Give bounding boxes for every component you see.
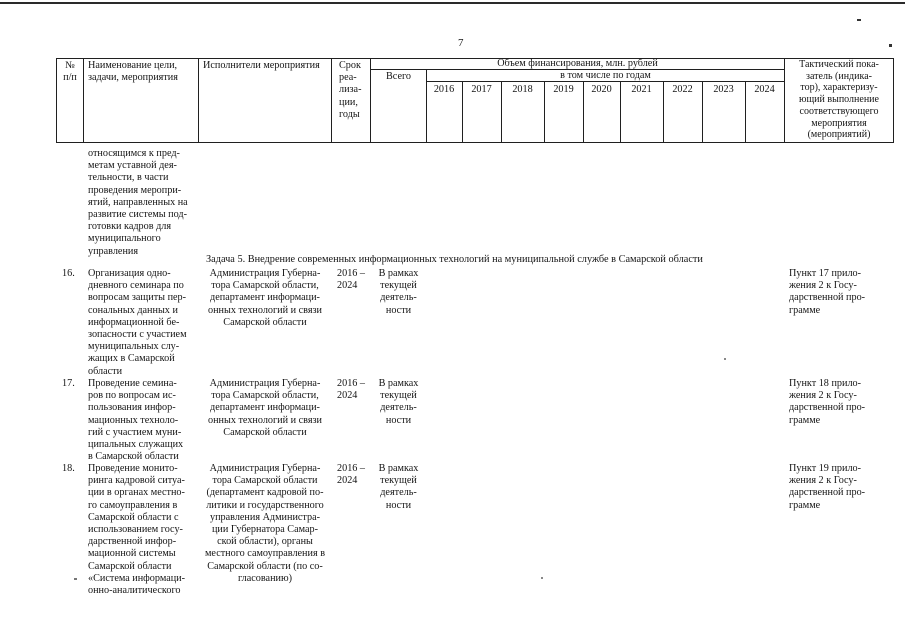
header-indicator: Тактический пока- затель (индика- тор), характеризу- ющий выполнение соответствующего мероприятия (мероприятий) xyxy=(799,59,879,141)
page-number: 7 xyxy=(458,37,464,49)
row-term: 2016 – 2024 xyxy=(337,378,366,402)
row-total: В рамках текущей деятель- ности xyxy=(378,378,419,426)
header-col-border xyxy=(83,58,84,143)
header-year-2023: 2023 xyxy=(713,84,734,95)
row-executors: Администрация Губерна- тора Самарской области (департамент кадровой по- литики и государственного управления Администра- ции Губернатора Самар- ской области), органы местного самоуправления в Самарской области (по со- гласованию) xyxy=(204,463,326,584)
header-col-border xyxy=(331,58,332,143)
scan-speck xyxy=(724,358,726,360)
row-name: Проведение семина- ров по вопросам ис- пользования инфор- мационных техноло- гий с участием муни- ципальных служащих в Самарской области xyxy=(88,378,184,463)
header-by-years: в том числе по годам xyxy=(560,70,651,81)
header-year-2018: 2018 xyxy=(512,84,533,95)
header-col-border xyxy=(198,58,199,143)
header-num: № п/п xyxy=(63,60,77,84)
header-year-2017: 2017 xyxy=(471,84,492,95)
row-name: Организация одно- дневного семинара по вопросам защиты пер- сональных данных и информационной бе- зопасности с участием муниципальных слу- жащих в Самарской области xyxy=(88,268,187,377)
header-executors: Исполнители мероприятия xyxy=(203,60,320,71)
row-number: 18. xyxy=(62,463,75,474)
header-year-2024: 2024 xyxy=(754,84,775,95)
scan-speck xyxy=(74,578,77,580)
row-total: В рамках текущей деятель- ности xyxy=(378,463,419,511)
header-year-2022: 2022 xyxy=(672,84,693,95)
task-heading: Задача 5. Внедрение современных информационных технологий на муниципальной службе в Самарской области xyxy=(206,254,703,265)
scan-speck xyxy=(857,19,861,21)
row-executors: Администрация Губерна- тора Самарской области, департамент информаци- онных технологий и связи Самарской области xyxy=(208,268,322,328)
header-bottom-border xyxy=(56,142,894,143)
header-year-2021: 2021 xyxy=(631,84,652,95)
header-term: Срок реа- лиза- ции, годы xyxy=(339,60,362,120)
scan-speck xyxy=(541,577,543,579)
header-total: Всего xyxy=(386,71,411,82)
header-col-border xyxy=(893,58,894,143)
row-total: В рамках текущей деятель- ности xyxy=(378,268,419,316)
continuation-text: относящимся к пред- метам уставной дея- тельности, в части проведения меропри- ятий, направленных на развитие системы под- готовки кадров для муниципального управления xyxy=(88,148,188,257)
row-number: 17. xyxy=(62,378,75,389)
header-year-2019: 2019 xyxy=(553,84,574,95)
scan-speck xyxy=(889,44,892,47)
row-term: 2016 – 2024 xyxy=(337,268,366,292)
row-indicator: Пункт 19 прило- жения 2 к Госу- дарственной про- грамме xyxy=(789,463,866,511)
scan-top-border-line xyxy=(0,2,905,4)
row-indicator: Пункт 17 прило- жения 2 к Госу- дарственной про- грамме xyxy=(789,268,866,316)
row-name: Проведение монито- ринга кадровой ситуа- ции в органах местно- го самоуправления в Самарской области с использованием госу- дарственной инфор- мационной системы Самарской области «Система информаци- онно-аналитического xyxy=(88,463,186,597)
row-indicator: Пункт 18 прило- жения 2 к Госу- дарственной про- грамме xyxy=(789,378,866,426)
header-year-2016: 2016 xyxy=(433,84,455,95)
row-number: 16. xyxy=(62,268,75,279)
header-year-2020: 2020 xyxy=(591,84,612,95)
row-executors: Администрация Губерна- тора Самарской области, департамент информаци- онных технологий и связи Самарской области xyxy=(208,378,322,438)
header-name: Наименование цели, задачи, мероприятия xyxy=(88,60,178,84)
header-funding-title: Объем финансирования, млн. рублей xyxy=(497,58,658,69)
row-term: 2016 – 2024 xyxy=(337,463,366,487)
